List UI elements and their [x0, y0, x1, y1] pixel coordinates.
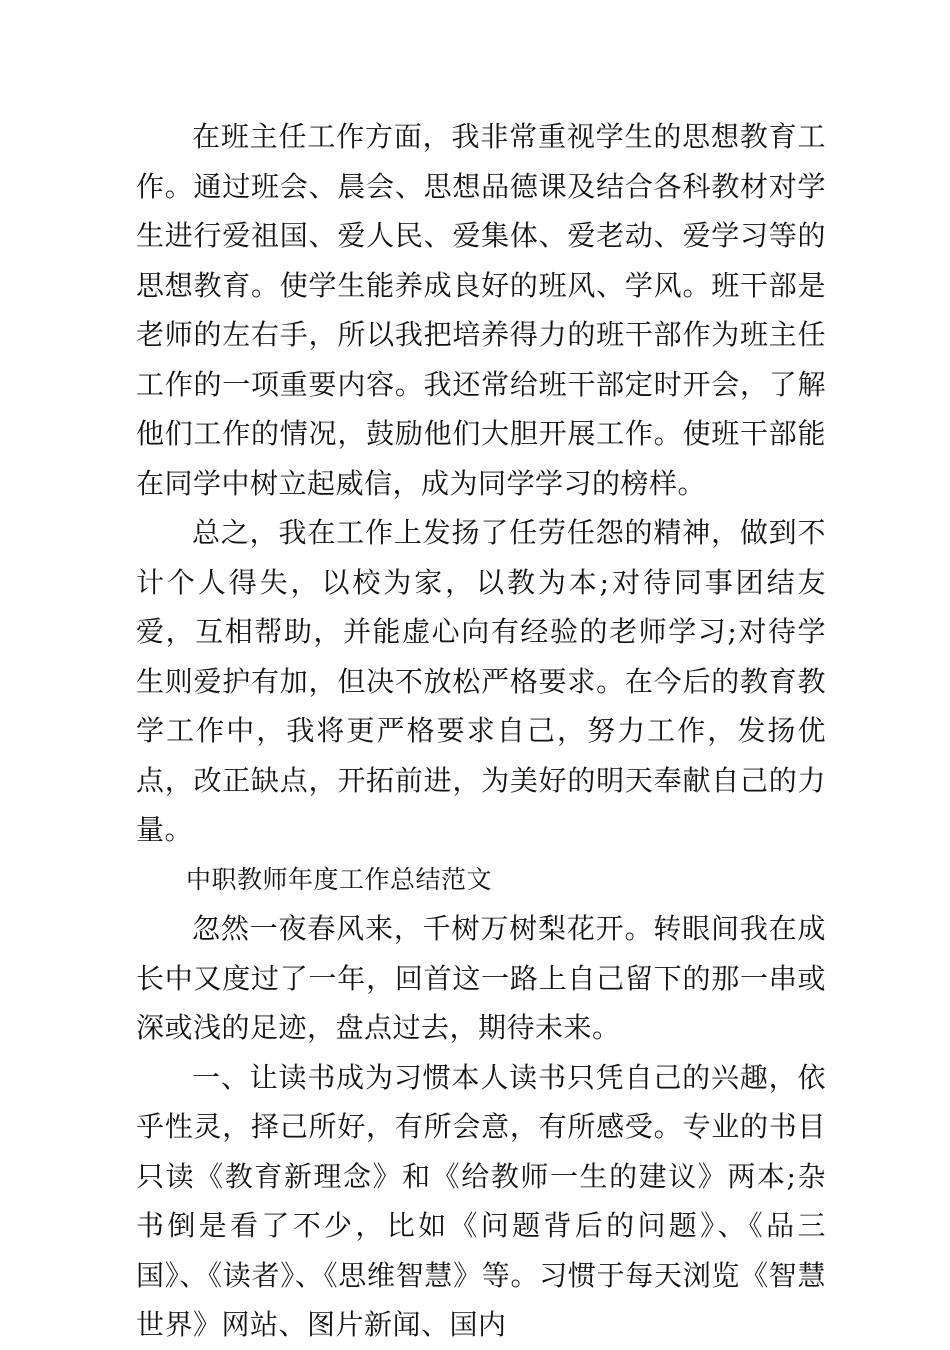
document-body	[136, 112, 826, 1350]
section-title: 中职教师年度工作总结范文	[186, 864, 493, 894]
paragraph-summary: 总之，我在工作上发扬了任劳任怨的精神，做到不计个人得失，以校为家，以教为本;对待同事团结友爱，互相帮助，并能虚心向有经验的老师学习;对待学生则爱护有加，但决不放松严格要求。在今后的教育教学工作中，我将更严格要求自己，努力工作，发扬优点，改正缺点，开拓前进，为美好的明天奉献自己的力量。	[136, 516, 826, 846]
paragraph-intro: 忽然一夜春风来，千树万树梨花开。转眼间我在成长中又度过了一年，回首这一路上自己留下的那一串或深或浅的足迹，盘点过去，期待未来。	[136, 912, 826, 1044]
paragraph-reading-habit: 一、让读书成为习惯本人读书只凭自己的兴趣，依乎性灵，择己所好，有所会意，有所感受。专业的书目只读《教育新理念》和《给教师一生的建议》两本;杂书倒是看了不少，比如《问题背后的问题》、《品三国》、《读者》、《思维智慧》等。习惯于每天浏览《智慧世界》网站、图片新闻、国内	[136, 1060, 826, 1341]
paragraph-head-teacher-work: 在班主任工作方面，我非常重视学生的思想教育工作。通过班会、晨会、思想品德课及结合各科教材对学生进行爱祖国、爱人民、爱集体、爱老动、爱学习等的思想教育。使学生能养成良好的班风、学风。班干部是老师的左右手，所以我把培养得力的班干部作为班主任工作的一项重要内容。我还常给班干部定时开会，了解他们工作的情况，鼓励他们大胆开展工作。使班干部能在同学中树立起威信，成为同学学习的榜样。	[136, 120, 826, 500]
